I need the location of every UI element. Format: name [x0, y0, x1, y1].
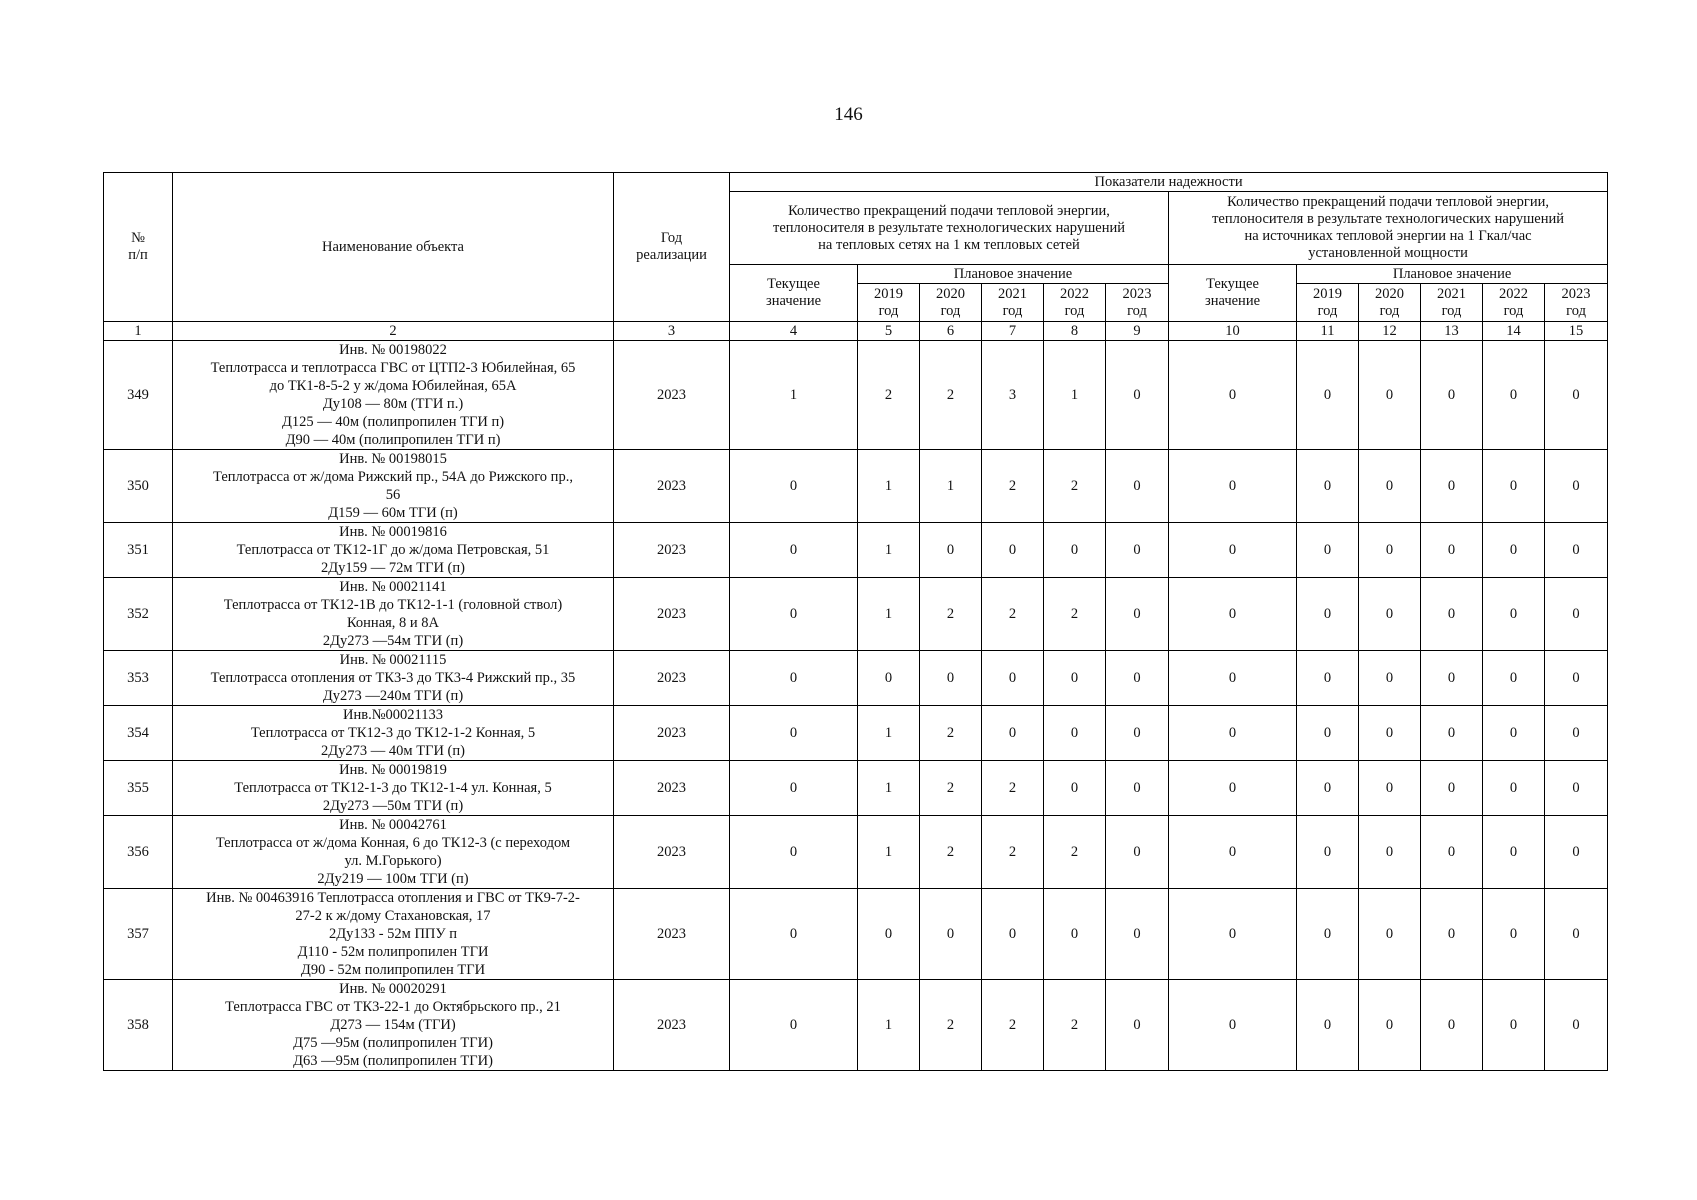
row-value: 1 — [858, 761, 920, 816]
row-value: 0 — [1545, 341, 1608, 450]
row-object-line: до ТК1-8-5-2 у ж/дома Юбилейная, 65А — [269, 378, 517, 394]
row-value: 0 — [1169, 523, 1297, 578]
row-value: 0 — [1421, 578, 1483, 651]
row-value: 0 — [982, 651, 1044, 706]
row-value: 0 — [1545, 980, 1608, 1071]
row-num: 355 — [104, 761, 173, 816]
row-value: 0 — [730, 651, 858, 706]
row-value: 0 — [858, 889, 920, 980]
row-value: 0 — [1545, 761, 1608, 816]
row-value: 0 — [1169, 578, 1297, 651]
row-value: 0 — [1545, 651, 1608, 706]
header-year-2-2020 — [1359, 284, 1421, 322]
row-value: 0 — [920, 651, 982, 706]
row-value: 0 — [730, 889, 858, 980]
row-value: 2 — [920, 706, 982, 761]
table-header — [104, 173, 1608, 322]
row-value: 2 — [982, 761, 1044, 816]
header-year-suffix: год — [1002, 302, 1023, 319]
row-value: 0 — [730, 523, 858, 578]
row-value: 0 — [1359, 761, 1421, 816]
table-row — [104, 523, 1608, 578]
row-year: 2023 — [614, 706, 730, 761]
row-value: 0 — [1545, 889, 1608, 980]
row-object-line: Д125 — 40м (полипропилен ТГИ п) — [281, 414, 505, 430]
row-value: 1 — [858, 706, 920, 761]
column-number: 11 — [1297, 322, 1359, 341]
row-value: 0 — [1169, 651, 1297, 706]
row-value: 0 — [1044, 889, 1106, 980]
row-object-line: Конная, 8 и 8А — [346, 615, 440, 631]
row-object-line: Ду273 —240м ТГИ (п) — [322, 688, 464, 704]
row-value: 0 — [1359, 450, 1421, 523]
row-value: 0 — [1545, 450, 1608, 523]
header-year-value: 2020 — [936, 285, 965, 302]
row-num: 358 — [104, 980, 173, 1071]
row-value: 0 — [1169, 450, 1297, 523]
row-value: 0 — [1483, 651, 1545, 706]
row-value: 0 — [1483, 889, 1545, 980]
row-object-line: ул. М.Горького) — [344, 853, 442, 869]
row-year: 2023 — [614, 816, 730, 889]
row-object-line: Д110 - 52м полипропилен ТГИ — [297, 944, 489, 960]
row-object-line: Инв. № 00042761 — [339, 817, 447, 833]
row-object-line: Инв. № 00021115 — [339, 652, 447, 668]
row-object-line: 2Ду273 —54м ТГИ (п) — [322, 633, 464, 649]
row-value: 0 — [1421, 523, 1483, 578]
header-year-suffix: год — [878, 302, 899, 319]
header-year-suffix: год — [1379, 302, 1400, 319]
row-object-name — [173, 341, 614, 450]
row-value: 2 — [982, 816, 1044, 889]
column-number: 12 — [1359, 322, 1421, 341]
row-value: 0 — [982, 523, 1044, 578]
row-value: 1 — [858, 450, 920, 523]
row-object-line: Инв. № 00463916 Теплотрасса отопления и ГВС от ТК9-7-2- — [206, 890, 580, 906]
header-block1-title: Количество прекращений подачи тепловой энергии, теплоносителя в результате технологических нарушений на тепловых сетях на 1 км тепловых сетей — [730, 192, 1169, 265]
row-object-line: Д159 — 60м ТГИ (п) — [328, 505, 458, 521]
row-value: 0 — [1483, 341, 1545, 450]
row-value: 2 — [920, 980, 982, 1071]
row-object-line: Теплотрасса от ж/дома Конная, 6 до ТК12-3 (с переходом — [215, 835, 571, 851]
table-row — [104, 578, 1608, 651]
row-value: 0 — [982, 706, 1044, 761]
row-object-line: Инв. № 00020291 — [339, 981, 447, 997]
row-value: 0 — [1106, 523, 1169, 578]
table-row — [104, 706, 1608, 761]
row-value: 0 — [1297, 889, 1359, 980]
row-object-name — [173, 450, 614, 523]
column-number: 3 — [614, 322, 730, 341]
row-value: 0 — [730, 761, 858, 816]
row-object-line: Теплотрасса от ж/дома Рижский пр., 54А до Рижского пр., — [213, 469, 573, 485]
row-object-line: 2Ду159 — 72м ТГИ (п) — [321, 560, 465, 576]
row-value: 2 — [920, 341, 982, 450]
row-object-name — [173, 578, 614, 651]
table-row — [104, 450, 1608, 523]
row-value: 0 — [1106, 816, 1169, 889]
row-value: 2 — [920, 816, 982, 889]
column-number: 2 — [173, 322, 614, 341]
column-number: 5 — [858, 322, 920, 341]
row-value: 2 — [982, 980, 1044, 1071]
header-year-1-2021 — [982, 284, 1044, 322]
row-value: 2 — [858, 341, 920, 450]
row-value: 0 — [1106, 706, 1169, 761]
row-value: 0 — [730, 578, 858, 651]
row-value: 0 — [1421, 706, 1483, 761]
column-numbers-row — [104, 322, 1608, 341]
row-value: 0 — [1421, 450, 1483, 523]
header-year-suffix: год — [1503, 302, 1524, 319]
row-value: 1 — [858, 578, 920, 651]
row-year: 2023 — [614, 651, 730, 706]
header-year-suffix: год — [1064, 302, 1085, 319]
row-object-line: Д90 — 40м (полипропилен ТГИ п) — [285, 432, 501, 448]
row-value: 0 — [1483, 523, 1545, 578]
row-value: 0 — [920, 523, 982, 578]
row-object-name — [173, 761, 614, 816]
row-num: 354 — [104, 706, 173, 761]
row-year: 2023 — [614, 450, 730, 523]
row-value: 0 — [1106, 578, 1169, 651]
row-object-line: 2Ду273 — 40м ТГИ (п) — [321, 743, 465, 759]
row-value: 0 — [1044, 523, 1106, 578]
row-value: 0 — [1044, 651, 1106, 706]
row-value: 0 — [1483, 578, 1545, 651]
row-object-line: 27-2 к ж/дому Стахановская, 17 — [295, 908, 491, 924]
row-object-line: Инв. № 00019816 — [339, 524, 447, 540]
row-value: 0 — [1483, 980, 1545, 1071]
row-value: 0 — [730, 816, 858, 889]
row-year: 2023 — [614, 889, 730, 980]
table-row — [104, 651, 1608, 706]
row-value: 0 — [1421, 341, 1483, 450]
row-value: 0 — [1169, 706, 1297, 761]
row-value: 0 — [920, 889, 982, 980]
row-value: 0 — [1169, 341, 1297, 450]
row-object-name — [173, 889, 614, 980]
column-number: 9 — [1106, 322, 1169, 341]
header-group-title: Показатели надежности — [730, 173, 1608, 192]
row-value: 1 — [858, 523, 920, 578]
row-value: 0 — [1106, 450, 1169, 523]
row-object-line: Д75 —95м (полипропилен ТГИ) — [293, 1035, 493, 1051]
row-value: 0 — [1044, 761, 1106, 816]
row-value: 2 — [1044, 578, 1106, 651]
row-value: 0 — [1483, 706, 1545, 761]
header-current-2: Текущее значение — [1169, 265, 1297, 322]
row-value: 1 — [730, 341, 858, 450]
header-year-value: 2020 — [1375, 285, 1404, 302]
row-value: 0 — [1359, 651, 1421, 706]
row-object-name — [173, 651, 614, 706]
row-object-line: Теплотрасса от ТК12-3 до ТК12-1-2 Конная, 5 — [250, 725, 536, 741]
row-value: 0 — [1297, 523, 1359, 578]
table-row — [104, 889, 1608, 980]
column-number: 13 — [1421, 322, 1483, 341]
row-value: 0 — [1044, 706, 1106, 761]
header-year-value: 2022 — [1499, 285, 1528, 302]
row-value: 1 — [920, 450, 982, 523]
row-value: 0 — [1421, 980, 1483, 1071]
row-value: 0 — [1359, 706, 1421, 761]
column-number: 15 — [1545, 322, 1608, 341]
row-value: 2 — [982, 578, 1044, 651]
header-year-1-2020 — [920, 284, 982, 322]
row-value: 0 — [1106, 889, 1169, 980]
reliability-table — [103, 172, 1608, 1071]
row-value: 0 — [730, 980, 858, 1071]
header-year-2-2019 — [1297, 284, 1359, 322]
row-value: 0 — [1545, 706, 1608, 761]
row-object-line: Д63 —95м (полипропилен ТГИ) — [293, 1053, 493, 1069]
row-object-line: Ду108 — 80м (ТГИ п.) — [322, 396, 464, 412]
header-planned-1: Плановое значение — [858, 265, 1169, 284]
row-value: 2 — [920, 761, 982, 816]
column-number: 7 — [982, 322, 1044, 341]
row-object-line: Теплотрасса от ТК12-1В до ТК12-1-1 (головной ствол) — [223, 597, 563, 613]
row-value: 2 — [1044, 450, 1106, 523]
row-value: 0 — [1359, 980, 1421, 1071]
column-number: 4 — [730, 322, 858, 341]
row-value: 0 — [1297, 651, 1359, 706]
row-value: 1 — [1044, 341, 1106, 450]
table-row — [104, 761, 1608, 816]
row-object-line: 2Ду219 — 100м ТГИ (п) — [317, 871, 469, 887]
row-object-name — [173, 706, 614, 761]
row-value: 0 — [1169, 980, 1297, 1071]
row-value: 0 — [1297, 816, 1359, 889]
row-value: 0 — [1483, 450, 1545, 523]
row-value: 0 — [1483, 816, 1545, 889]
row-object-line: Д90 - 52м полипропилен ТГИ — [300, 962, 486, 978]
row-value: 1 — [858, 980, 920, 1071]
row-object-line: Теплотрасса ГВС от ТК3-22-1 до Октябрьского пр., 21 — [225, 999, 561, 1015]
row-object-line: Инв. № 00021141 — [339, 579, 447, 595]
row-value: 0 — [1106, 761, 1169, 816]
row-value: 2 — [1044, 816, 1106, 889]
row-num: 356 — [104, 816, 173, 889]
row-value: 0 — [730, 706, 858, 761]
row-value: 0 — [730, 450, 858, 523]
header-current-1: Текущее значение — [730, 265, 858, 322]
row-num: 357 — [104, 889, 173, 980]
header-year-value: 2021 — [1437, 285, 1466, 302]
row-value: 0 — [1359, 578, 1421, 651]
header-year-suffix: год — [940, 302, 961, 319]
row-value: 0 — [1297, 980, 1359, 1071]
header-year-value: 2021 — [998, 285, 1027, 302]
header-year-1-2019 — [858, 284, 920, 322]
row-year: 2023 — [614, 341, 730, 450]
row-object-line: Теплотрасса от ТК12-1Г до ж/дома Петровская, 51 — [236, 542, 550, 558]
column-number: 10 — [1169, 322, 1297, 341]
header-year-suffix: год — [1127, 302, 1147, 319]
row-value: 0 — [1421, 651, 1483, 706]
row-value: 0 — [1169, 816, 1297, 889]
row-year: 2023 — [614, 523, 730, 578]
row-object-line: Теплотрасса и теплотрасса ГВС от ЦТП2-3 Юбилейная, 65 — [210, 360, 576, 376]
row-value: 0 — [1421, 889, 1483, 980]
header-year-2-2022 — [1483, 284, 1545, 322]
row-value: 0 — [1359, 889, 1421, 980]
row-value: 0 — [1545, 816, 1608, 889]
row-object-name — [173, 980, 614, 1071]
row-value: 2 — [982, 450, 1044, 523]
row-value: 0 — [1421, 816, 1483, 889]
row-value: 2 — [920, 578, 982, 651]
row-value: 0 — [1545, 578, 1608, 651]
row-object-line: 2Ду133 - 52м ППУ п — [328, 926, 458, 942]
header-year-suffix: год — [1441, 302, 1462, 319]
column-number: 6 — [920, 322, 982, 341]
row-value: 3 — [982, 341, 1044, 450]
row-num: 353 — [104, 651, 173, 706]
row-value: 0 — [1359, 523, 1421, 578]
row-num: 349 — [104, 341, 173, 450]
row-value: 0 — [1106, 980, 1169, 1071]
row-value: 0 — [1106, 651, 1169, 706]
header-year-suffix: год — [1566, 302, 1586, 319]
header-year-suffix: год — [1317, 302, 1338, 319]
column-number: 14 — [1483, 322, 1545, 341]
row-value: 0 — [1297, 706, 1359, 761]
row-value: 0 — [1297, 761, 1359, 816]
row-value: 0 — [1359, 816, 1421, 889]
row-value: 0 — [1297, 578, 1359, 651]
header-year-2-2023 — [1545, 284, 1608, 322]
header-year-value: 2022 — [1060, 285, 1089, 302]
header-year-value: 2023 — [1122, 285, 1152, 302]
header-block2-title: Количество прекращений подачи тепловой энергии, теплоносителя в результате технологических нарушений на источниках тепловой энергии на 1 Гкал/час установленной мощности — [1169, 192, 1608, 265]
row-year: 2023 — [614, 980, 730, 1071]
column-number: 1 — [104, 322, 173, 341]
header-planned-2: Плановое значение — [1297, 265, 1608, 284]
row-object-name — [173, 523, 614, 578]
row-num: 350 — [104, 450, 173, 523]
row-value: 0 — [982, 889, 1044, 980]
row-value: 0 — [1106, 341, 1169, 450]
header-year: Год реализации — [614, 173, 730, 322]
table-row — [104, 816, 1608, 889]
row-value: 2 — [1044, 980, 1106, 1071]
header-name: Наименование объекта — [173, 173, 614, 322]
header-year-1-2023 — [1106, 284, 1169, 322]
row-object-line: Инв. № 00019819 — [339, 762, 447, 778]
row-value: 0 — [1297, 450, 1359, 523]
row-num: 351 — [104, 523, 173, 578]
header-year-value: 2019 — [1313, 285, 1342, 302]
header-year-1-2022 — [1044, 284, 1106, 322]
table-body — [104, 322, 1608, 1071]
header-year-value: 2023 — [1561, 285, 1591, 302]
row-year: 2023 — [614, 761, 730, 816]
row-value: 0 — [1359, 341, 1421, 450]
row-object-line: Инв.№00021133 — [343, 707, 443, 723]
row-object-line: Инв. № 00198015 — [339, 451, 447, 467]
header-year-value: 2019 — [874, 285, 903, 302]
row-value: 0 — [858, 651, 920, 706]
table-row — [104, 980, 1608, 1071]
row-value: 0 — [1421, 761, 1483, 816]
header-num: № п/п — [104, 173, 173, 322]
row-num: 352 — [104, 578, 173, 651]
row-value: 0 — [1169, 889, 1297, 980]
row-value: 0 — [1169, 761, 1297, 816]
row-value: 0 — [1545, 523, 1608, 578]
row-object-line: Д273 — 154м (ТГИ) — [330, 1017, 456, 1033]
row-value: 0 — [1297, 341, 1359, 450]
row-object-name — [173, 816, 614, 889]
row-object-line: 2Ду273 —50м ТГИ (п) — [322, 798, 464, 814]
column-number: 8 — [1044, 322, 1106, 341]
table-row — [104, 341, 1608, 450]
header-year-2-2021 — [1421, 284, 1483, 322]
row-value: 1 — [858, 816, 920, 889]
row-object-line: Теплотрасса от ТК12-1-3 до ТК12-1-4 ул. Конная, 5 — [234, 780, 552, 796]
row-object-line: Инв. № 00198022 — [339, 342, 447, 358]
row-value: 0 — [1483, 761, 1545, 816]
row-object-line: Теплотрасса отопления от ТК3-3 до ТК3-4 Рижский пр., 35 — [210, 670, 576, 686]
row-year: 2023 — [614, 578, 730, 651]
page-number: 146 — [834, 104, 863, 125]
row-object-line: 56 — [385, 487, 401, 503]
